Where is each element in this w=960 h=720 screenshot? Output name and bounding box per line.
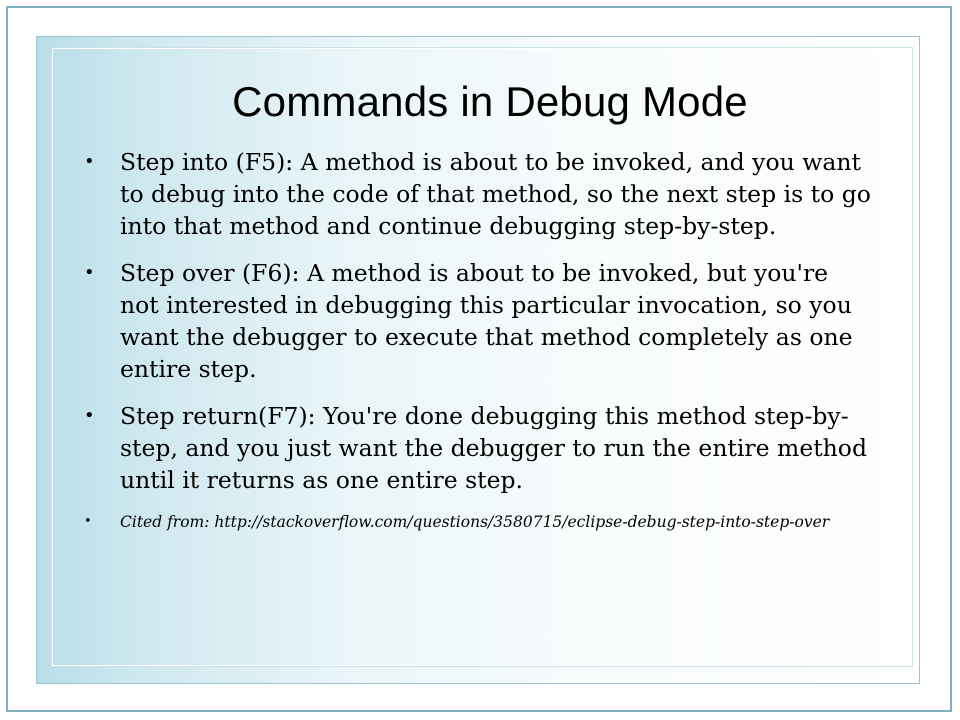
bullet-item-step-over <box>82 257 872 385</box>
bullet-item-citation <box>82 511 872 533</box>
bullet-dot-icon: • <box>84 151 95 172</box>
bullet-dot-icon: • <box>84 262 95 283</box>
slide-title: Commands in Debug Mode <box>232 78 748 125</box>
bullet-text: Step over (F6): A method is about to be invoked, but you're not interested in debugging this particular invocation, so you want the debugger to execute that method completely as one entire step. <box>120 259 853 383</box>
bullet-item-step-return <box>82 400 872 496</box>
bullet-text: Step return(F7): You're done debugging this method step-by-step, and you just want the debugger to run the entire method until it returns as one entire step. <box>120 402 867 494</box>
bullet-list <box>82 146 872 548</box>
bullet-item-step-into <box>82 146 872 242</box>
citation-text: Cited from: http://stackoverflow.com/questions/3580715/eclipse-debug-step-into-step-over <box>120 513 830 531</box>
bullet-dot-icon: • <box>84 514 92 529</box>
bullet-dot-icon: • <box>84 405 95 426</box>
bullet-text: Step into (F5): A method is about to be invoked, and you want to debug into the code of that method, so the next step is to go into that method and continue debugging step-by-step. <box>120 148 871 240</box>
